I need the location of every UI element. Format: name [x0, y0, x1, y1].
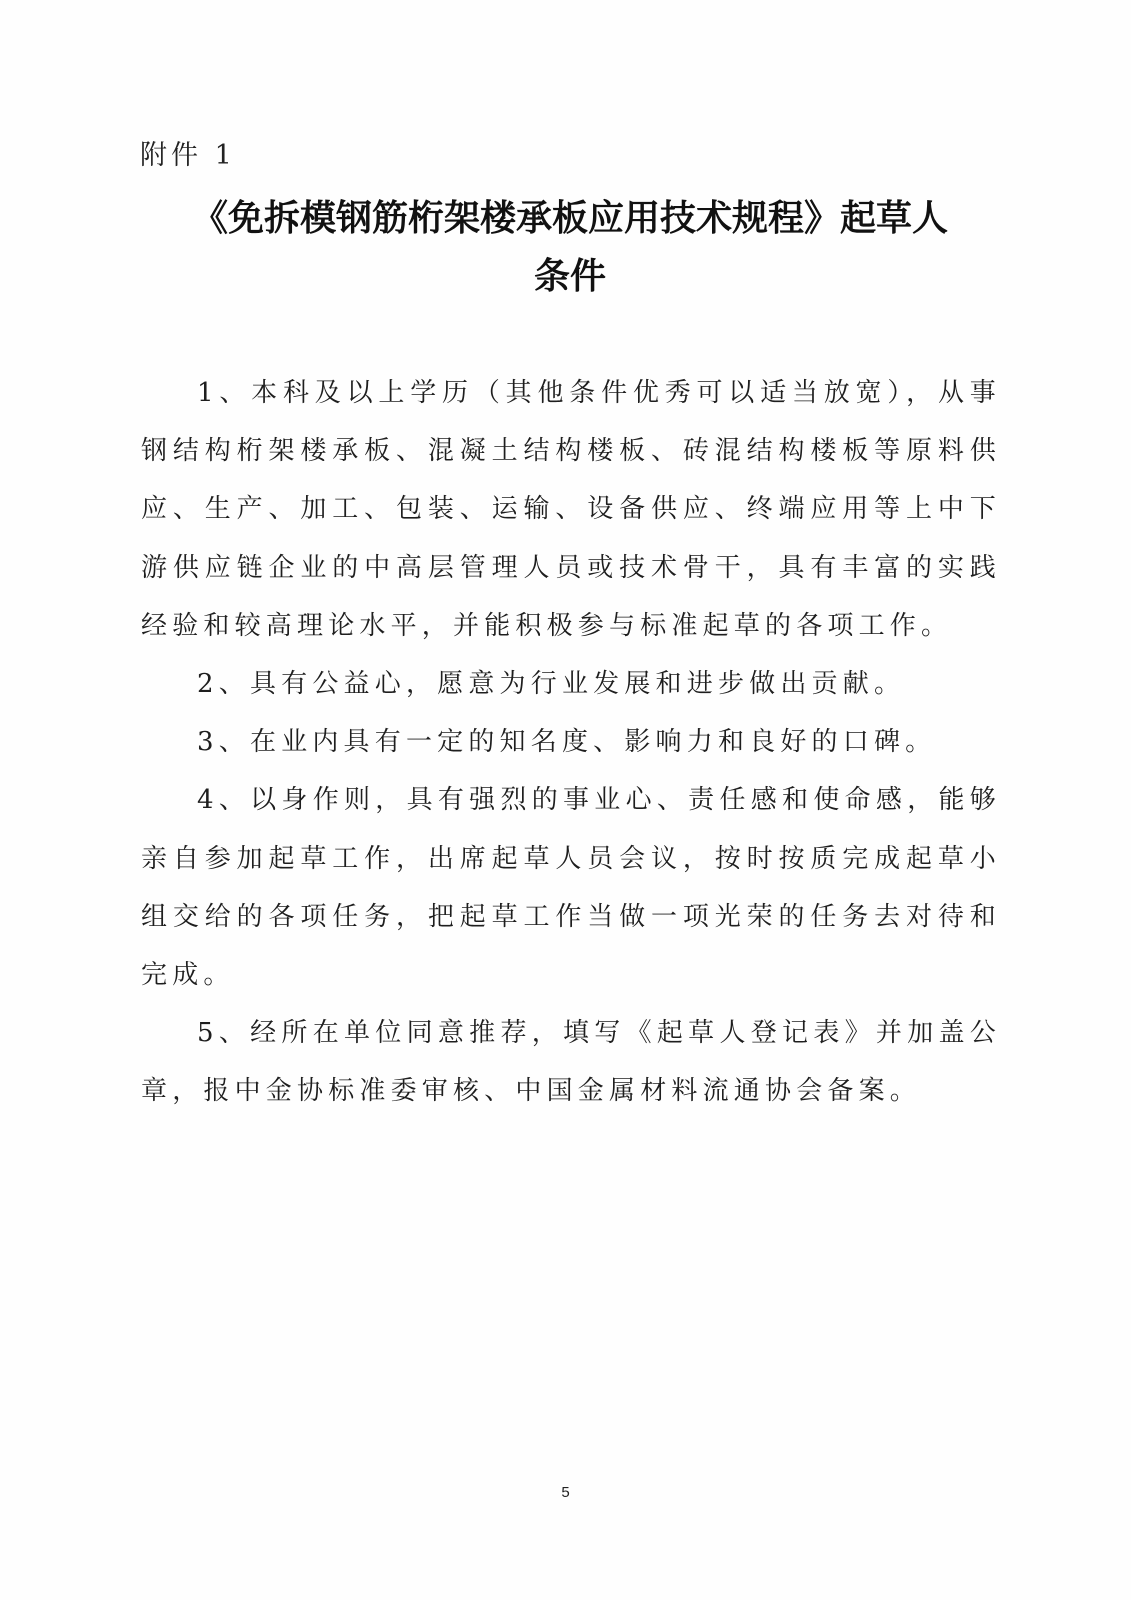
requirement-paragraph-3: 3、在业内具有一定的知名度、影响力和良好的口碑。: [197, 727, 937, 758]
document-body: [141, 364, 1001, 1121]
requirement-paragraph-1: 1、本科及以上学历（其他条件优秀可以适当放宽），从事钢结构桁架楼承板、混凝土结构楼板、砖混结构楼板等原料供应、生产、加工、包装、运输、设备供应、终端应用等上中下游供应链企业的中高层管理人员或技术骨干，具有丰富的实践经验和较高理论水平，并能积极参与标准起草的各项工作。: [141, 378, 1001, 641]
attachment-label: 附件 1: [140, 140, 236, 171]
requirement-paragraph-2: 2、具有公益心，愿意为行业发展和进步做出贡献。: [197, 669, 906, 700]
requirement-paragraph-5: 5、经所在单位同意推荐，填写《起草人登记表》并加盖公章，报中金协标准委审核、中国金属材料流通协会备案。: [141, 1018, 1001, 1107]
document-title-line-2: 条件: [533, 256, 606, 297]
page-number: 5: [561, 1484, 570, 1501]
requirement-paragraph-4: 4、以身作则，具有强烈的事业心、责任感和使命感，能够亲自参加起草工作，出席起草人员会议，按时按质完成起草小组交给的各项任务，把起草工作当做一项光荣的任务去对待和完成。: [141, 785, 1001, 991]
document-title-line-1: 《免拆模钢筋桁架楼承板应用技术规程》起草人: [191, 198, 948, 239]
